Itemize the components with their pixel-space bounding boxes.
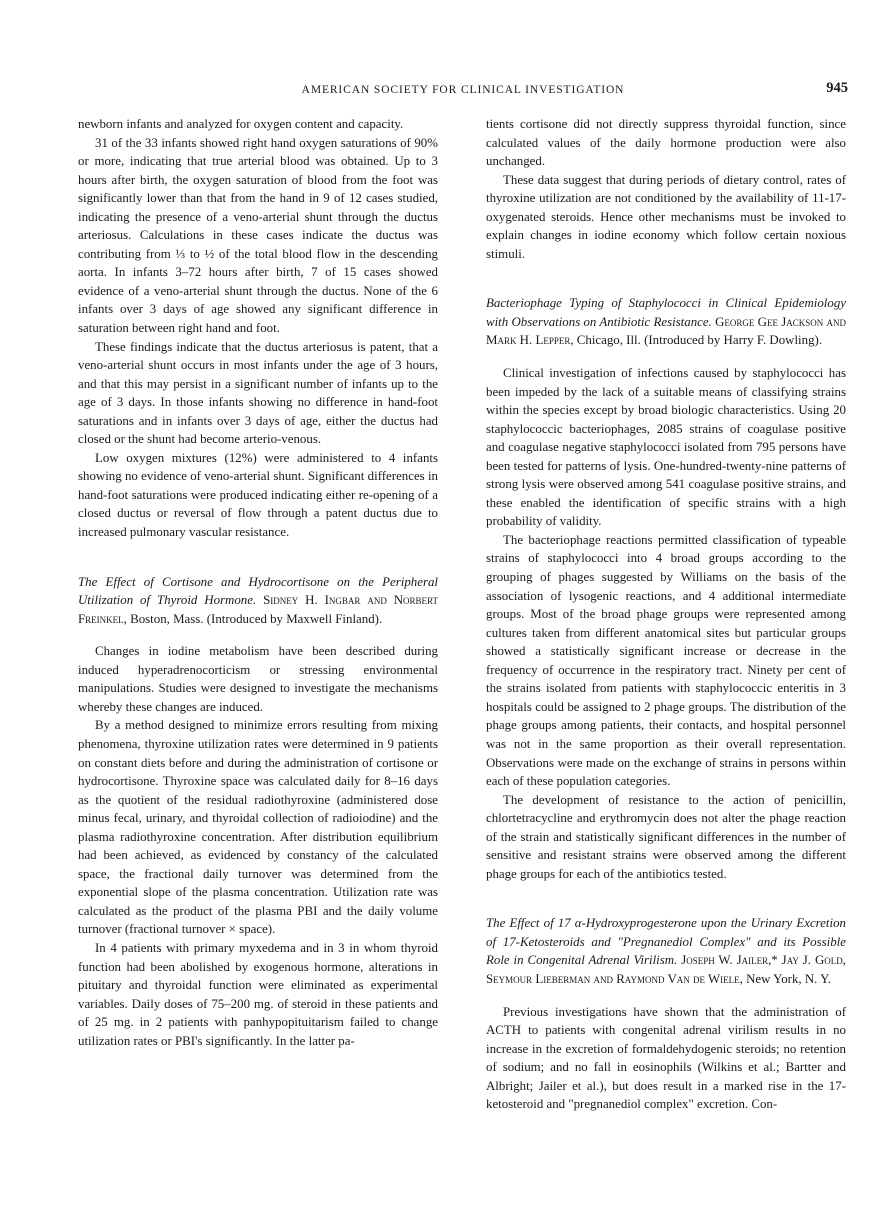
- abstract-location: , Boston, Mass. (Introduced by Maxwell Finland).: [123, 611, 383, 626]
- abstract-title: The Effect of Cortisone and Hydrocortisone on the Peripheral Utilization of Thyroid Hormone.: [78, 574, 438, 608]
- body-paragraph: 31 of the 33 infants showed right hand oxygen saturations of 90% or more, indicating that true arterial blood was obtained. Up to 3 hours after birth, the oxygen saturation of blood from the foot was significantly lower than that from the hand in 9 of 12 cases studied, indicating the presence of a veno-arterial shunt through the ductus arteriosus. Calculations in these cases indicate the ductus was contributing from ⅓ to ½ of the total blood flow in the descending aorta. In infants 3–72 hours after birth, 7 of 15 cases showed evidence of a veno-arterial shunt through the ductus. None of the 6 infants over 3 days of age showed any significant difference in saturation between right hand and foot.: [78, 135, 438, 336]
- body-paragraph: These data suggest that during periods of dietary control, rates of thyroxine utilization are not conditioned by the availability of 11-17-oxygenated steroids. Hence other mechanisms must be invoked to explain changes in iodine economy which follow certain noxious stimuli.: [486, 172, 846, 261]
- running-head: AMERICAN SOCIETY FOR CLINICAL INVESTIGATION: [301, 84, 625, 96]
- left-column: [78, 115, 438, 1050]
- abstract-location: , New York, N. Y.: [739, 971, 831, 986]
- abstract-authors: George Gee Jackson and Mark H. Lepper: [486, 314, 846, 348]
- abstract-heading: [486, 914, 846, 988]
- body-paragraph: In 4 patients with primary myxedema and in 3 in whom thyroid function had been abolished by exogenous hormone, alterations in pituitary and thyroidal function were eliminated as experimental variables. Daily doses of 75–200 mg. of steroid in these patients and of 25 mg. in 2 patients with panhypopituitarism failed to change utilization rates or PBI's significantly. In the latter pa-: [78, 940, 438, 1048]
- body-paragraph: Clinical investigation of infections caused by staphylococci has been impeded by the lack of a suitable means of classifying strains within the species except by broad biologic characteristics. Using 20 staphylococcic bacteriophages, 2085 strains of coagulase positive and coagulase negative staphylococci isolated from 795 persons have been tested for patterns of lysis. One-hundred-twenty-nine patterns of strong lysis were observed among 541 coagulase positive strains, and these enabled the identification of specific strains with a high probability of validity.: [486, 366, 846, 529]
- abstract-title: The Effect of 17 α-Hydroxyprogesterone upon the Urinary Excretion of 17-Ketosteroids and "Pregnanediol Complex" and its Possible Role in Congenital Adrenal Virilism.: [486, 916, 846, 968]
- abstract-heading: [78, 573, 438, 629]
- abstract-authors: Joseph W. Jailer,* Jay J. Gold, Seymour Lieberman and Raymond Van de Wiele: [486, 953, 846, 986]
- body-paragraph: newborn infants and analyzed for oxygen content and capacity.: [78, 117, 404, 131]
- page-number: 945: [826, 80, 848, 96]
- abstract-location: , Chicago, Ill. (Introduced by Harry F. Dowling).: [570, 333, 823, 348]
- body-paragraph: Changes in iodine metabolism have been described during induced hyperadrenocorticism or stressing environmental manipulations. Studies were designed to investigate the mechanisms whereby these changes are induced.: [78, 644, 438, 714]
- abstract-heading: [486, 294, 846, 350]
- body-paragraph: The bacteriophage reactions permitted classification of typeable strains of staphylococci into 4 broad groups according to the grouping of phages suggested by Williams on the basis of the association of lysogenic reactions, and 4 additional intermediate groups. Most of the broad phage groups were represented among cultures taken from different anatomical sites but particular groups showed a statistically significant increase or decrease in the frequency of occurrence in the respiratory tract. Ninety per cent of the strains isolated from patients with staphylococcic enteritis in 3 hospitals could be assigned to 2 phage groups. The distribution of the phage groups among patients, their contacts, and hospital personnel was not in the same proportion as their overall representation. Observations were made on the exchange of strains in persons within each of these population categories.: [486, 532, 846, 789]
- body-paragraph: Previous investigations have shown that the administration of ACTH to patients with congenital adrenal virilism results in no increase in the excretion of formaldehydogenic steroids; no retention of sodium; and no fall in eosinophils (Wilkins et al.; Bartter and Albright; Jailer et al.), but does result in a marked rise in the 17-ketosteroid and "pregnanediol complex" excretion. Con-: [486, 1004, 846, 1112]
- body-paragraph: These findings indicate that the ductus arteriosus is patent, that a veno-arterial shunt occurs in most infants under the age of 3 hours, and that this may persist in a significant number of infants up to the age of 3 days. In those infants showing no difference in hand-foot saturations and in infants over 3 days of age, either the ductus had closed or the shunt had become arterio-venous.: [78, 339, 438, 447]
- body-paragraph: tients cortisone did not directly suppress thyroidal function, since calculated values of the daily hormone production were also unchanged.: [486, 117, 846, 169]
- body-paragraph: By a method designed to minimize errors resulting from mixing phenomena, thyroxine utilization rates were determined in 9 patients on constant diets before and during the administration of cortisone or hydrocortisone. Thyroxine space was calculated daily for 8–16 days as the quotient of the residual radiothyroxine (administered dose minus fecal, urinary, and thyroidal collection of radioiodine) and the plasma radiothyroxine concentration. After distribution equilibrium had been achieved, as evidenced by constancy of the calculated space, the fractional daily turnover was determined from the exponential slope of the plasma concentration. Utilization rate was calculated as the product of the plasma PBI and the daily volume turnover (fractional turnover × space).: [78, 718, 438, 937]
- abstract-title: Bacteriophage Typing of Staphylococci in Clinical Epidemiology with Observations on Antibiotic Resistance.: [486, 296, 846, 329]
- body-paragraph: Low oxygen mixtures (12%) were administered to 4 infants showing no evidence of veno-arterial shunt. Significant differences in hand-foot saturations were produced indicating either re-opening of a closed ductus or reversal of flow through a patent ductus due to increased pulmonary vascular resistance.: [78, 450, 438, 540]
- abstract-authors: Sidney H. Ingbar and Norbert Freinkel: [78, 593, 438, 626]
- body-paragraph: The development of resistance to the action of penicillin, chlortetracycline and erythromycin does not alter the phage reaction of the strain and statistically significant differences in the number of sensitive and resistant strains were observed among the different phage groups for each of the antibiotics tested.: [486, 792, 846, 881]
- page-header: [78, 80, 848, 100]
- right-column: [486, 115, 846, 1114]
